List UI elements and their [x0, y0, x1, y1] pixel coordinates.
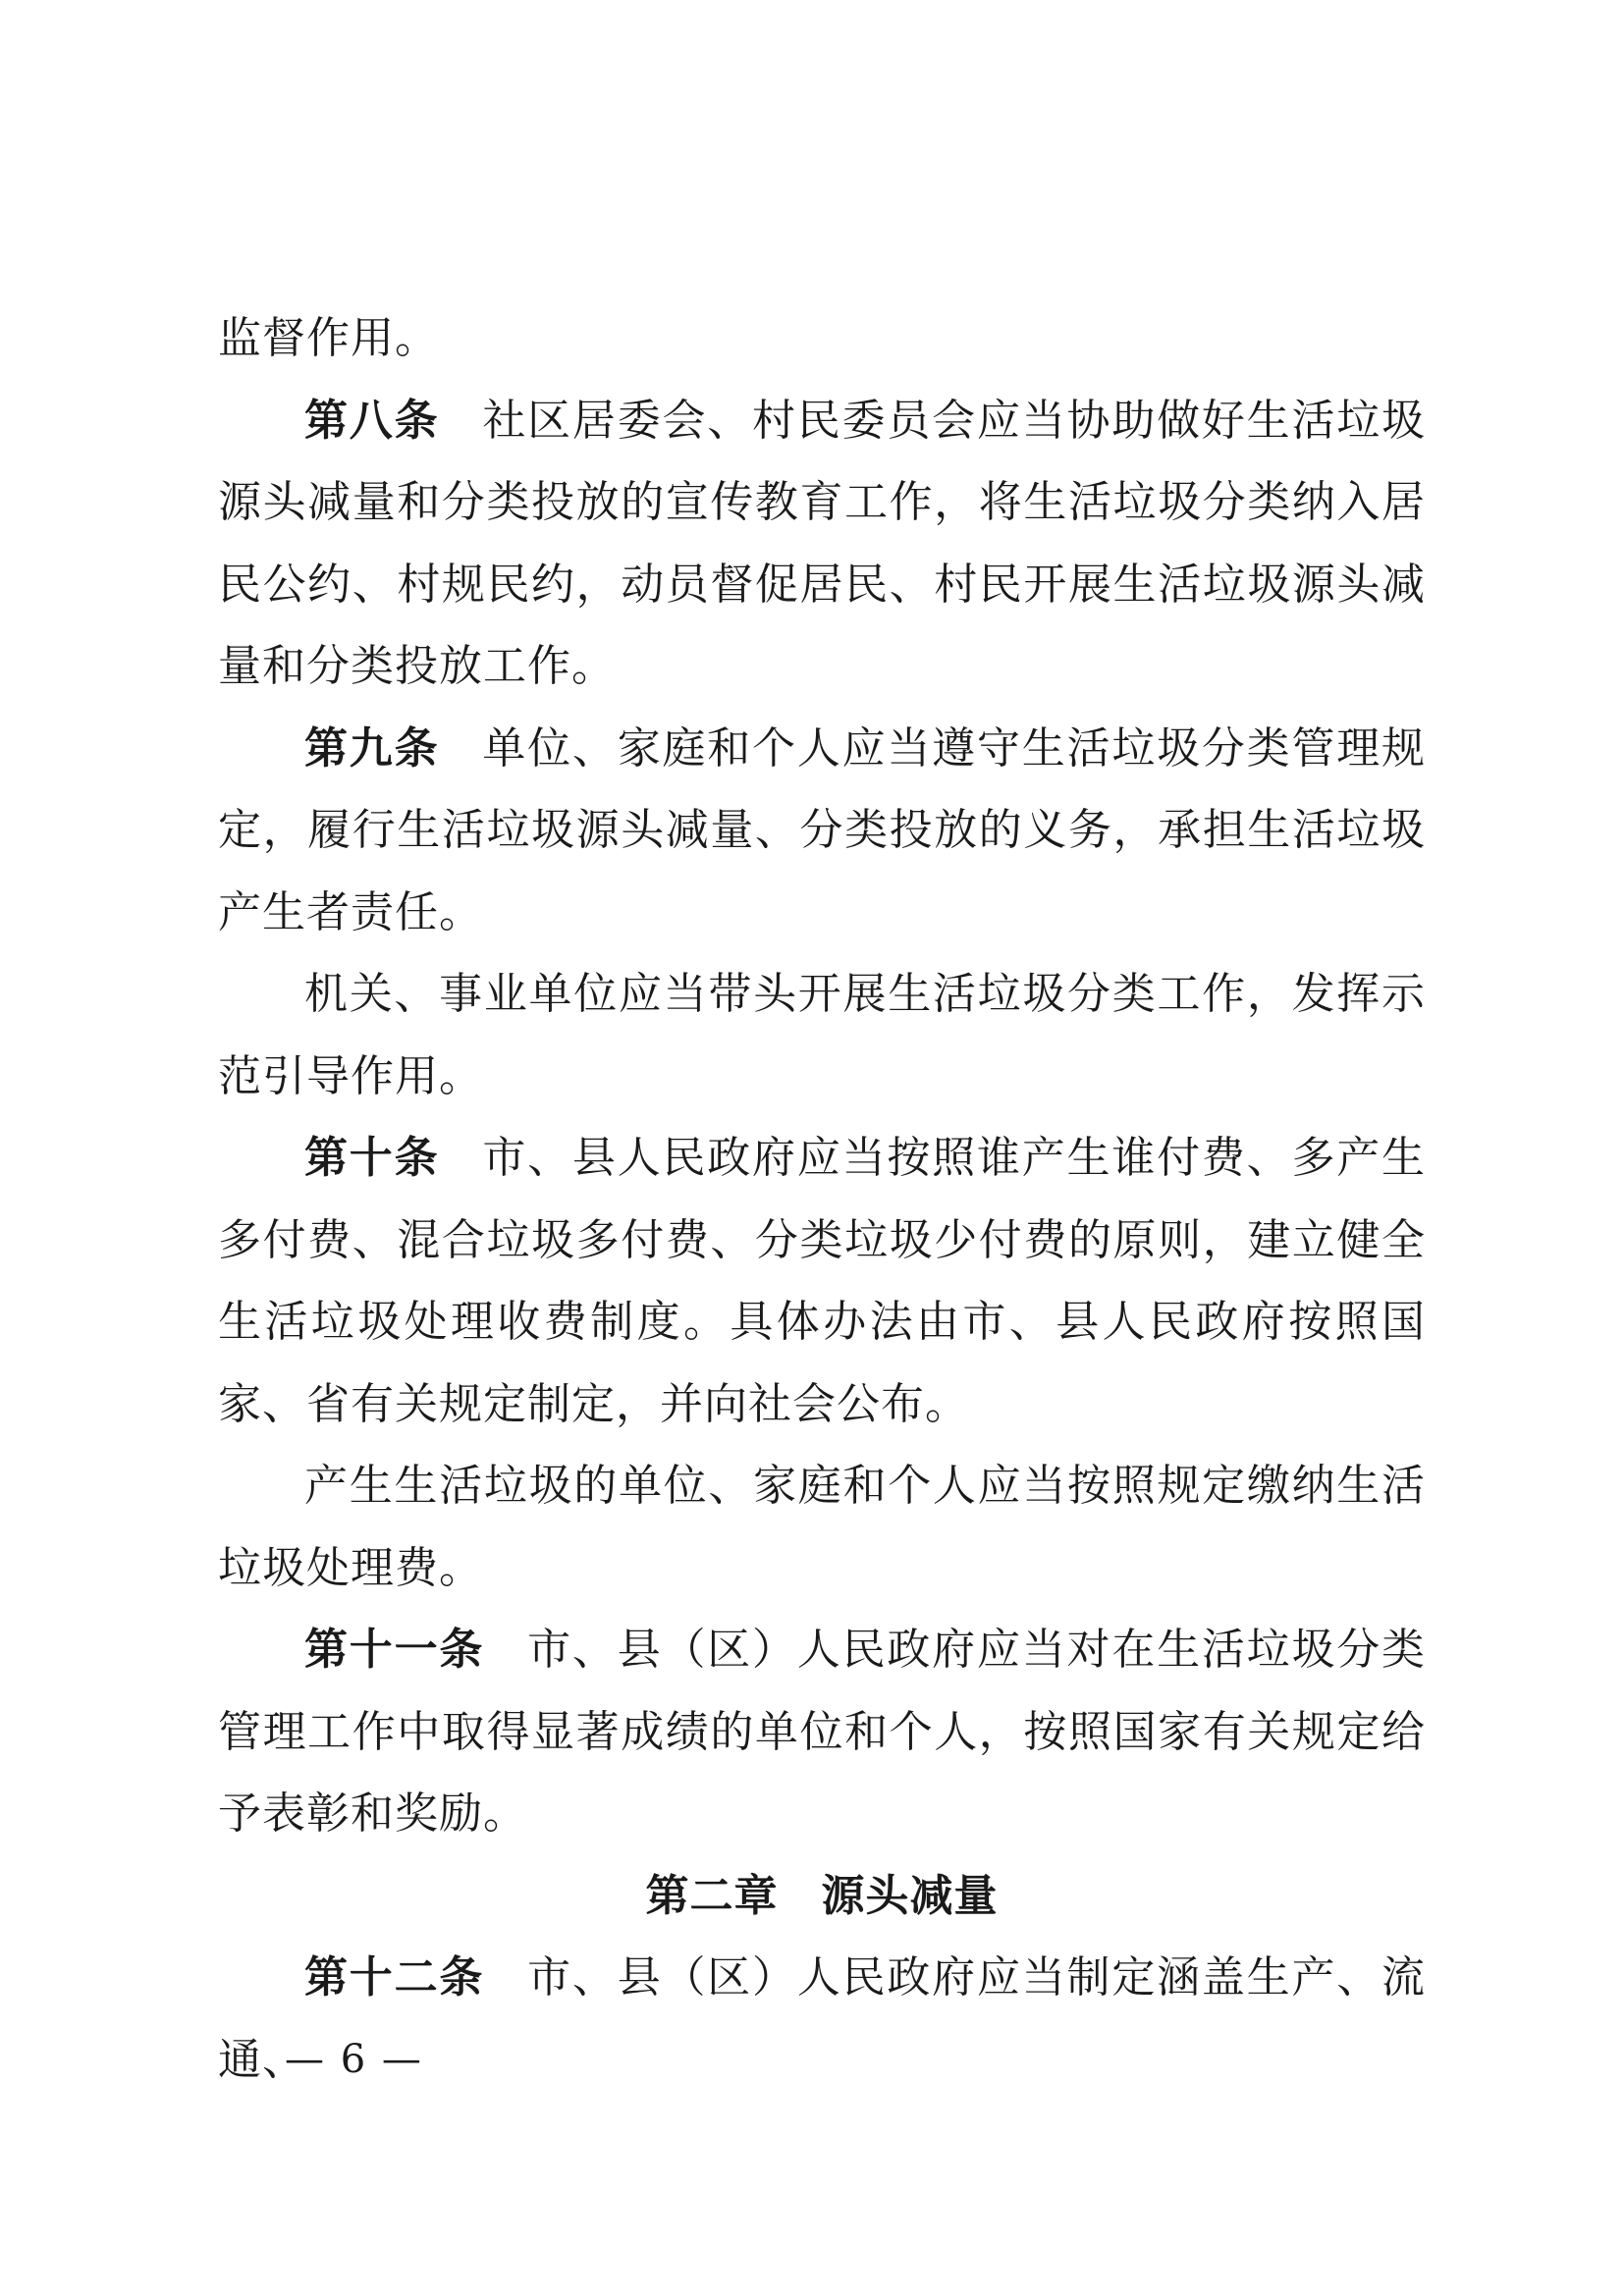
- article-title: 第十一条: [304, 1625, 485, 1675]
- article-9-paragraph: [218, 708, 1426, 954]
- paragraph-continuation: [218, 297, 1426, 380]
- paragraph-text: 市、县（区）人民政府应当制定涵盖生产、流通、: [218, 1952, 1427, 2085]
- paragraph-text: 监督作用。: [218, 313, 439, 363]
- article-8-paragraph: [218, 380, 1426, 708]
- paragraph-text: 机关、事业单位应当带头开展生活垃圾分类工作，发挥示范引导作用。: [218, 969, 1426, 1101]
- article-title: 第十条: [304, 1133, 440, 1183]
- article-title: 第八条: [304, 395, 440, 446]
- article-10-paragraph: [218, 1117, 1426, 1445]
- paragraph-text: 市、县（区）人民政府应当对在生活垃圾分类管理工作中取得显著成绩的单位和个人，按照国家有关规定给予表彰和奖励。: [218, 1625, 1427, 1839]
- article-9-subparagraph: [218, 953, 1426, 1117]
- paragraph-text: 产生生活垃圾的单位、家庭和个人应当按照规定缴纳生活垃圾处理费。: [218, 1461, 1426, 1593]
- paragraph-text: 社区居委会、村民委员会应当协助做好生活垃圾源头减量和分类投放的宣传教育工作，将生活垃圾分类纳入居民公约、村规民约，动员督促居民、村民开展生活垃圾源头减量和分类投放工作。: [218, 395, 1427, 691]
- chapter-title: 源头减量: [821, 1870, 999, 1921]
- article-title: 第九条: [304, 722, 440, 774]
- chapter-heading: [218, 1855, 1426, 1938]
- document-body: [218, 297, 1426, 2101]
- article-11-paragraph: [218, 1609, 1426, 1855]
- paragraph-text: 单位、家庭和个人应当遵守生活垃圾分类管理规定，履行生活垃圾源头减量、分类投放的义务，承担生活垃圾产生者责任。: [218, 722, 1427, 937]
- paragraph-text: 市、县人民政府应当按照谁产生谁付费、多产生多付费、混合垃圾多付费、分类垃圾少付费的原则，建立健全生活垃圾处理收费制度。具体办法由市、县人民政府按照国家、省有关规定制定，并向社会公布。: [218, 1133, 1427, 1429]
- page-number: — 6 —: [285, 2037, 423, 2082]
- chapter-number: 第二章: [645, 1870, 779, 1921]
- article-title: 第十二条: [304, 1952, 485, 2002]
- article-10-subparagraph: [218, 1445, 1426, 1609]
